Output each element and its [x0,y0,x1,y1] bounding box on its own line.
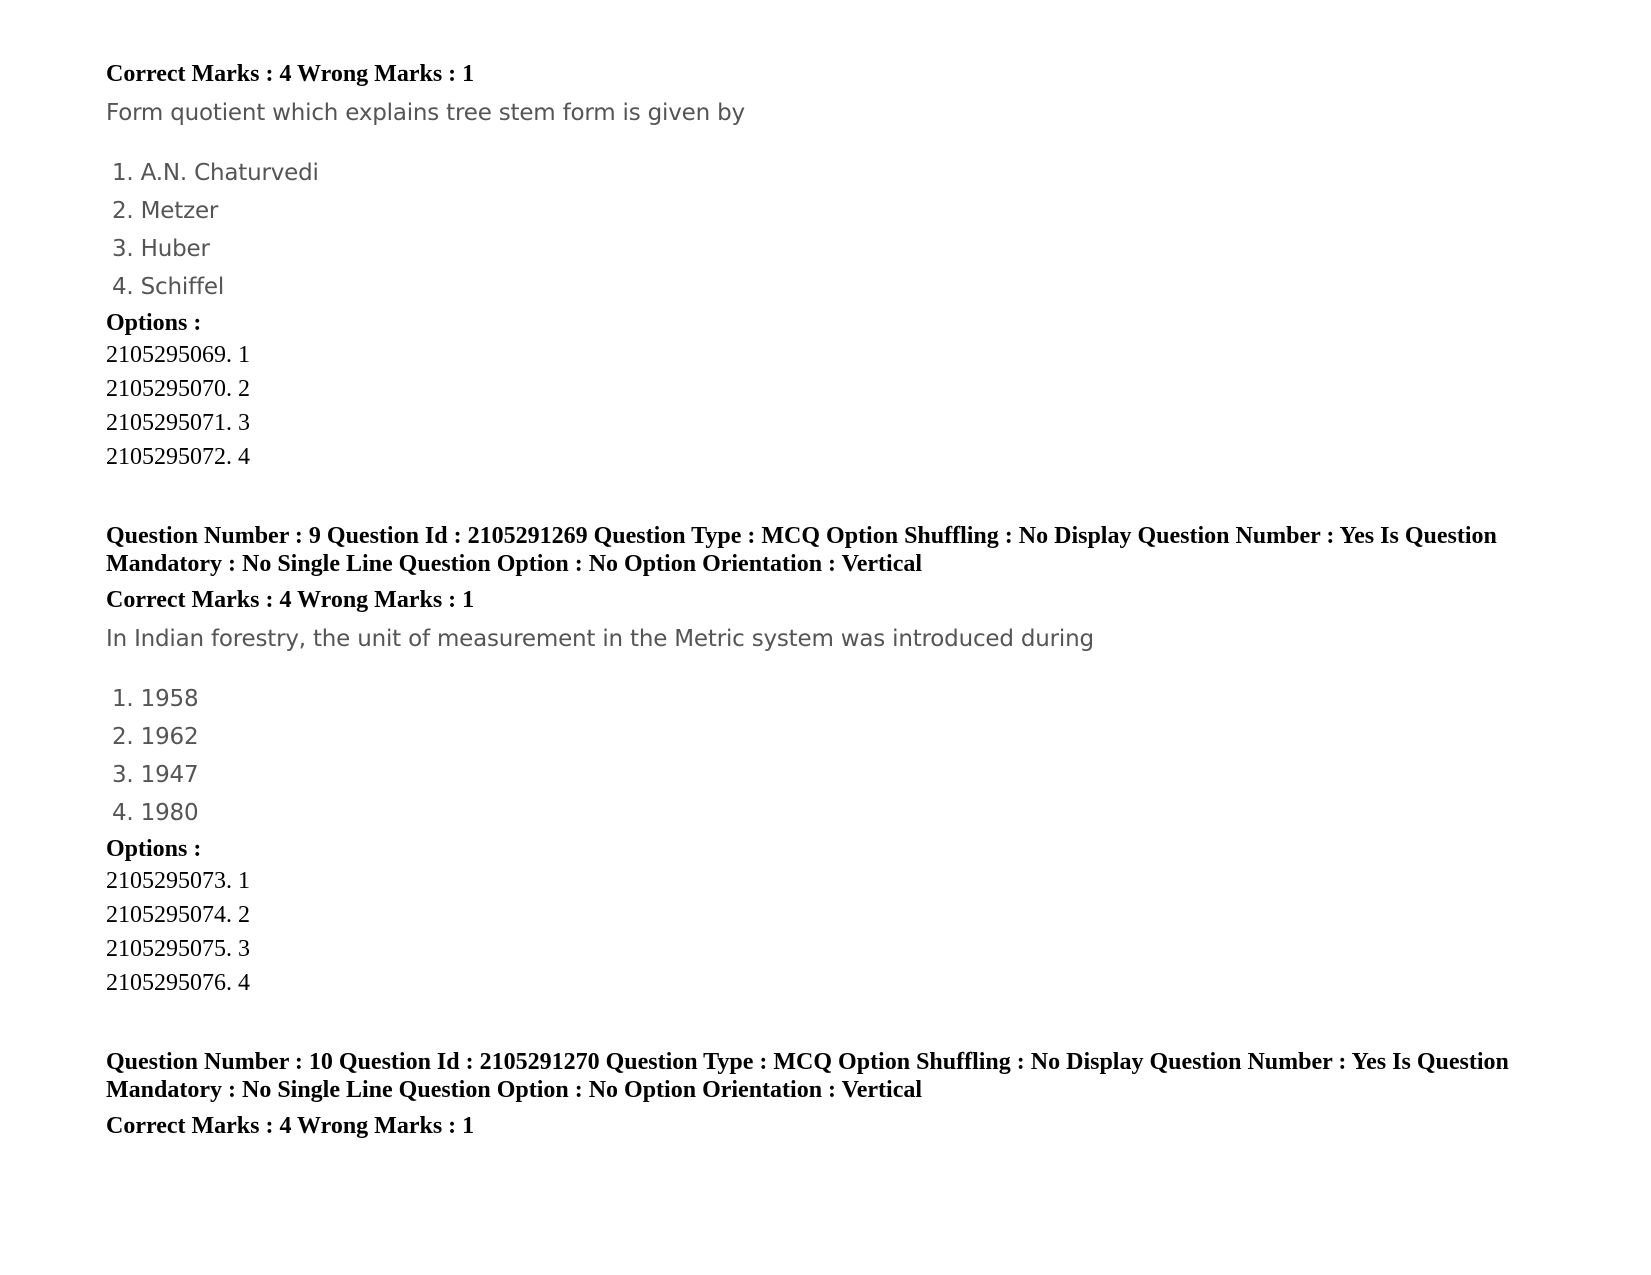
option-id-list [106,864,1576,1000]
answer-item: 4. 1980 [112,800,199,826]
answer-item: 2. Metzer [112,198,219,224]
option-id-item: 2105295070. 2 [106,376,250,402]
answer-list [106,154,1576,306]
answer-item: 3. 1947 [112,762,199,788]
option-id-item: 2105295069. 1 [106,342,250,368]
options-heading: Options : [106,310,202,336]
option-id-item: 2105295071. 3 [106,410,250,436]
option-id-item: 2105295073. 1 [106,868,250,894]
marks-line: Correct Marks : 4 Wrong Marks : 1 [106,587,475,613]
options-heading: Options : [106,836,202,862]
answer-item: 1. 1958 [112,686,199,712]
question-block [106,58,1576,474]
question-text: In Indian forestry, the unit of measurement in the Metric system was introduced during [106,626,1094,652]
option-id-item: 2105295072. 4 [106,444,250,470]
question-meta: Question Number : 10 Question Id : 2105291270 Question Type : MCQ Option Shuffling : No Display Question Number : Yes Is Question Mandatory : No Single Line Question Option : No Option Orientation : Vertical [106,1049,1509,1103]
answer-list [106,680,1576,832]
question-text: Form quotient which explains tree stem form is given by [106,100,745,126]
question-block [106,522,1576,1000]
marks-line: Correct Marks : 4 Wrong Marks : 1 [106,1113,475,1139]
question-meta: Question Number : 9 Question Id : 2105291269 Question Type : MCQ Option Shuffling : No Display Question Number : Yes Is Question Mandatory : No Single Line Question Option : No Option Orientation : Vertical [106,523,1497,577]
marks-line: Correct Marks : 4 Wrong Marks : 1 [106,61,475,87]
answer-item: 1. A.N. Chaturvedi [112,160,319,186]
answer-item: 4. Schiffel [112,274,225,300]
option-id-item: 2105295076. 4 [106,970,250,996]
question-block [106,1048,1576,1142]
question-paper-page [106,58,1576,1142]
option-id-list [106,338,1576,474]
option-id-item: 2105295074. 2 [106,902,250,928]
option-id-item: 2105295075. 3 [106,936,250,962]
answer-item: 2. 1962 [112,724,199,750]
answer-item: 3. Huber [112,236,210,262]
